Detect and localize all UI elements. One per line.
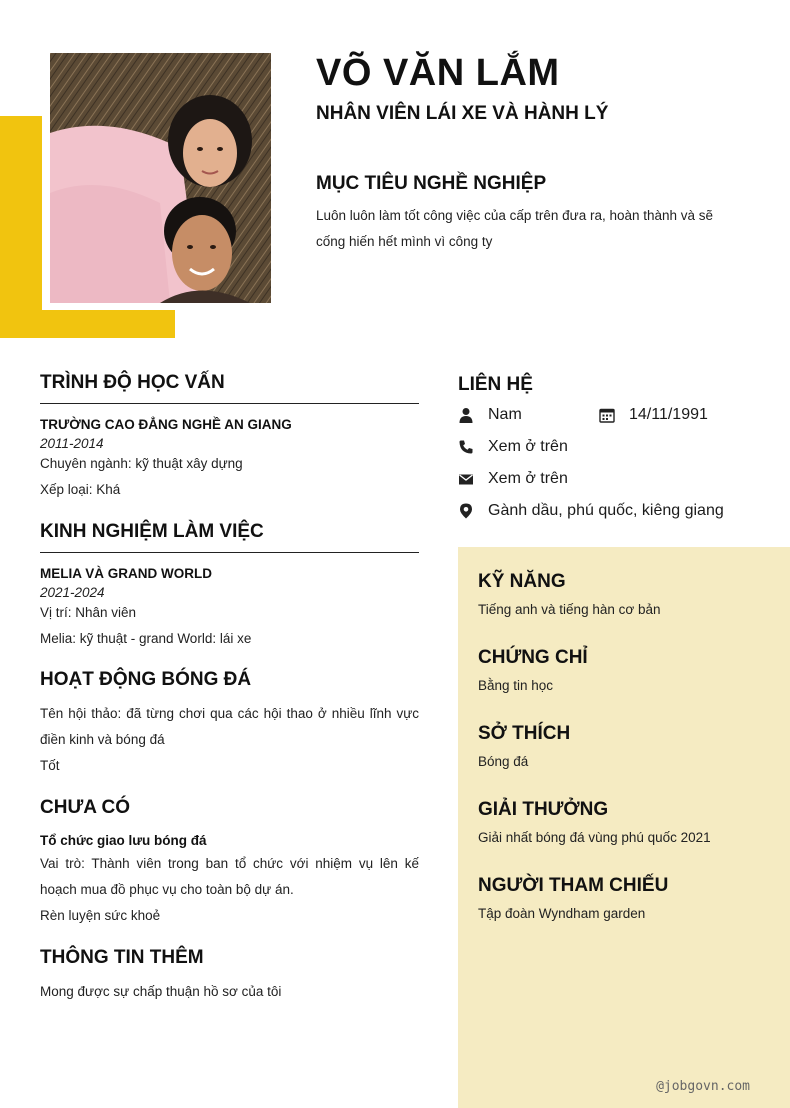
phone-icon xyxy=(458,439,474,455)
objective-text: Luôn luôn làm tốt công việc của cấp trên đưa ra, hoàn thành và sẽ cống hiến hết mình vì công ty xyxy=(316,208,714,249)
education-section xyxy=(40,372,419,503)
contact-email: Xem ở trên xyxy=(458,470,568,488)
education-period: 2011-2014 xyxy=(40,436,104,451)
section-divider xyxy=(40,403,419,404)
certificates-text: Bằng tin học xyxy=(478,678,554,693)
references-title: NGƯỜI THAM CHIẾU xyxy=(478,875,669,896)
experience-title: KINH NGHIỆM LÀM VIỆC xyxy=(40,521,264,542)
school-name: TRƯỜNG CAO ĐẲNG NGHỀ AN GIANG xyxy=(40,417,292,432)
football-result: Tốt xyxy=(40,758,60,773)
contact-birthday: 14/11/1991 xyxy=(599,406,708,424)
event-role: Vai trò: Thành viên trong ban tổ chức với nhiệm vụ lên kế hoạch mua đồ phục vụ cho toàn bộ dự án. xyxy=(40,856,419,897)
accent-bar-horizontal xyxy=(0,310,175,338)
company-name: MELIA VÀ GRAND WORLD xyxy=(40,566,212,581)
skills-title: KỸ NĂNG xyxy=(478,571,566,592)
experience-period: 2021-2024 xyxy=(40,585,105,600)
skills-section xyxy=(478,571,660,617)
extra-title: THÔNG TIN THÊM xyxy=(40,947,204,968)
contact-gender: Nam xyxy=(458,406,522,424)
education-major: Chuyên ngành: kỹ thuật xây dựng xyxy=(40,456,243,471)
references-section xyxy=(478,875,668,921)
awards-section xyxy=(478,799,711,845)
extra-section xyxy=(40,947,419,1005)
left-column xyxy=(40,372,419,1005)
event-name: Tổ chức giao lưu bóng đá xyxy=(40,833,207,848)
football-title: HOẠT ĐỘNG BÓNG ĐÁ xyxy=(40,669,252,690)
not-yet-title: CHƯA CÓ xyxy=(40,797,130,818)
profile-photo xyxy=(50,53,271,303)
extra-text: Mong được sự chấp thuận hồ sơ của tôi xyxy=(40,984,282,999)
hobbies-text: Bóng đá xyxy=(478,754,529,769)
location-icon xyxy=(458,503,474,519)
side-panel xyxy=(458,547,790,1108)
experience-detail: Melia: kỹ thuật - grand World: lái xe xyxy=(40,631,252,646)
references-text: Tập đoàn Wyndham garden xyxy=(478,906,646,921)
objective-title: MỤC TIÊU NGHỀ NGHIỆP xyxy=(316,173,547,194)
mail-icon xyxy=(458,471,474,487)
awards-text: Giải nhất bóng đá vùng phú quốc 2021 xyxy=(478,830,711,845)
education-grade: Xếp loại: Khá xyxy=(40,482,121,497)
contact-title: LIÊN HỆ xyxy=(458,374,533,395)
calendar-icon xyxy=(599,407,615,423)
not-yet-section xyxy=(40,797,419,929)
experience-position: Vị trí: Nhân viên xyxy=(40,605,137,620)
hobbies-section xyxy=(478,723,570,769)
skills-text: Tiếng anh và tiếng hàn cơ bản xyxy=(478,602,661,617)
contact-phone: Xem ở trên xyxy=(458,438,568,456)
experience-section xyxy=(40,521,419,652)
certificates-title: CHỨNG CHỈ xyxy=(478,647,588,668)
event-note: Rèn luyện sức khoẻ xyxy=(40,908,161,923)
football-text: Tên hội thảo: đã từng chơi qua các hội thao ở nhiều lĩnh vực điền kinh và bóng đá xyxy=(40,706,419,747)
awards-title: GIẢI THƯỞNG xyxy=(478,799,609,820)
certificates-section xyxy=(478,647,588,693)
education-title: TRÌNH ĐỘ HỌC VẤN xyxy=(40,372,225,393)
contact-address: Gành dầu, phú quốc, kiêng giang xyxy=(458,502,724,520)
hobbies-title: SỞ THÍCH xyxy=(478,723,571,744)
accent-bar-vertical xyxy=(0,116,42,338)
candidate-name: VÕ VĂN LẮM xyxy=(316,52,560,94)
watermark: @jobgovn.com xyxy=(656,1079,750,1094)
football-section xyxy=(40,669,419,779)
person-icon xyxy=(458,407,474,423)
job-title: NHÂN VIÊN LÁI XE VÀ HÀNH LÝ xyxy=(316,103,609,124)
section-divider xyxy=(40,552,419,553)
